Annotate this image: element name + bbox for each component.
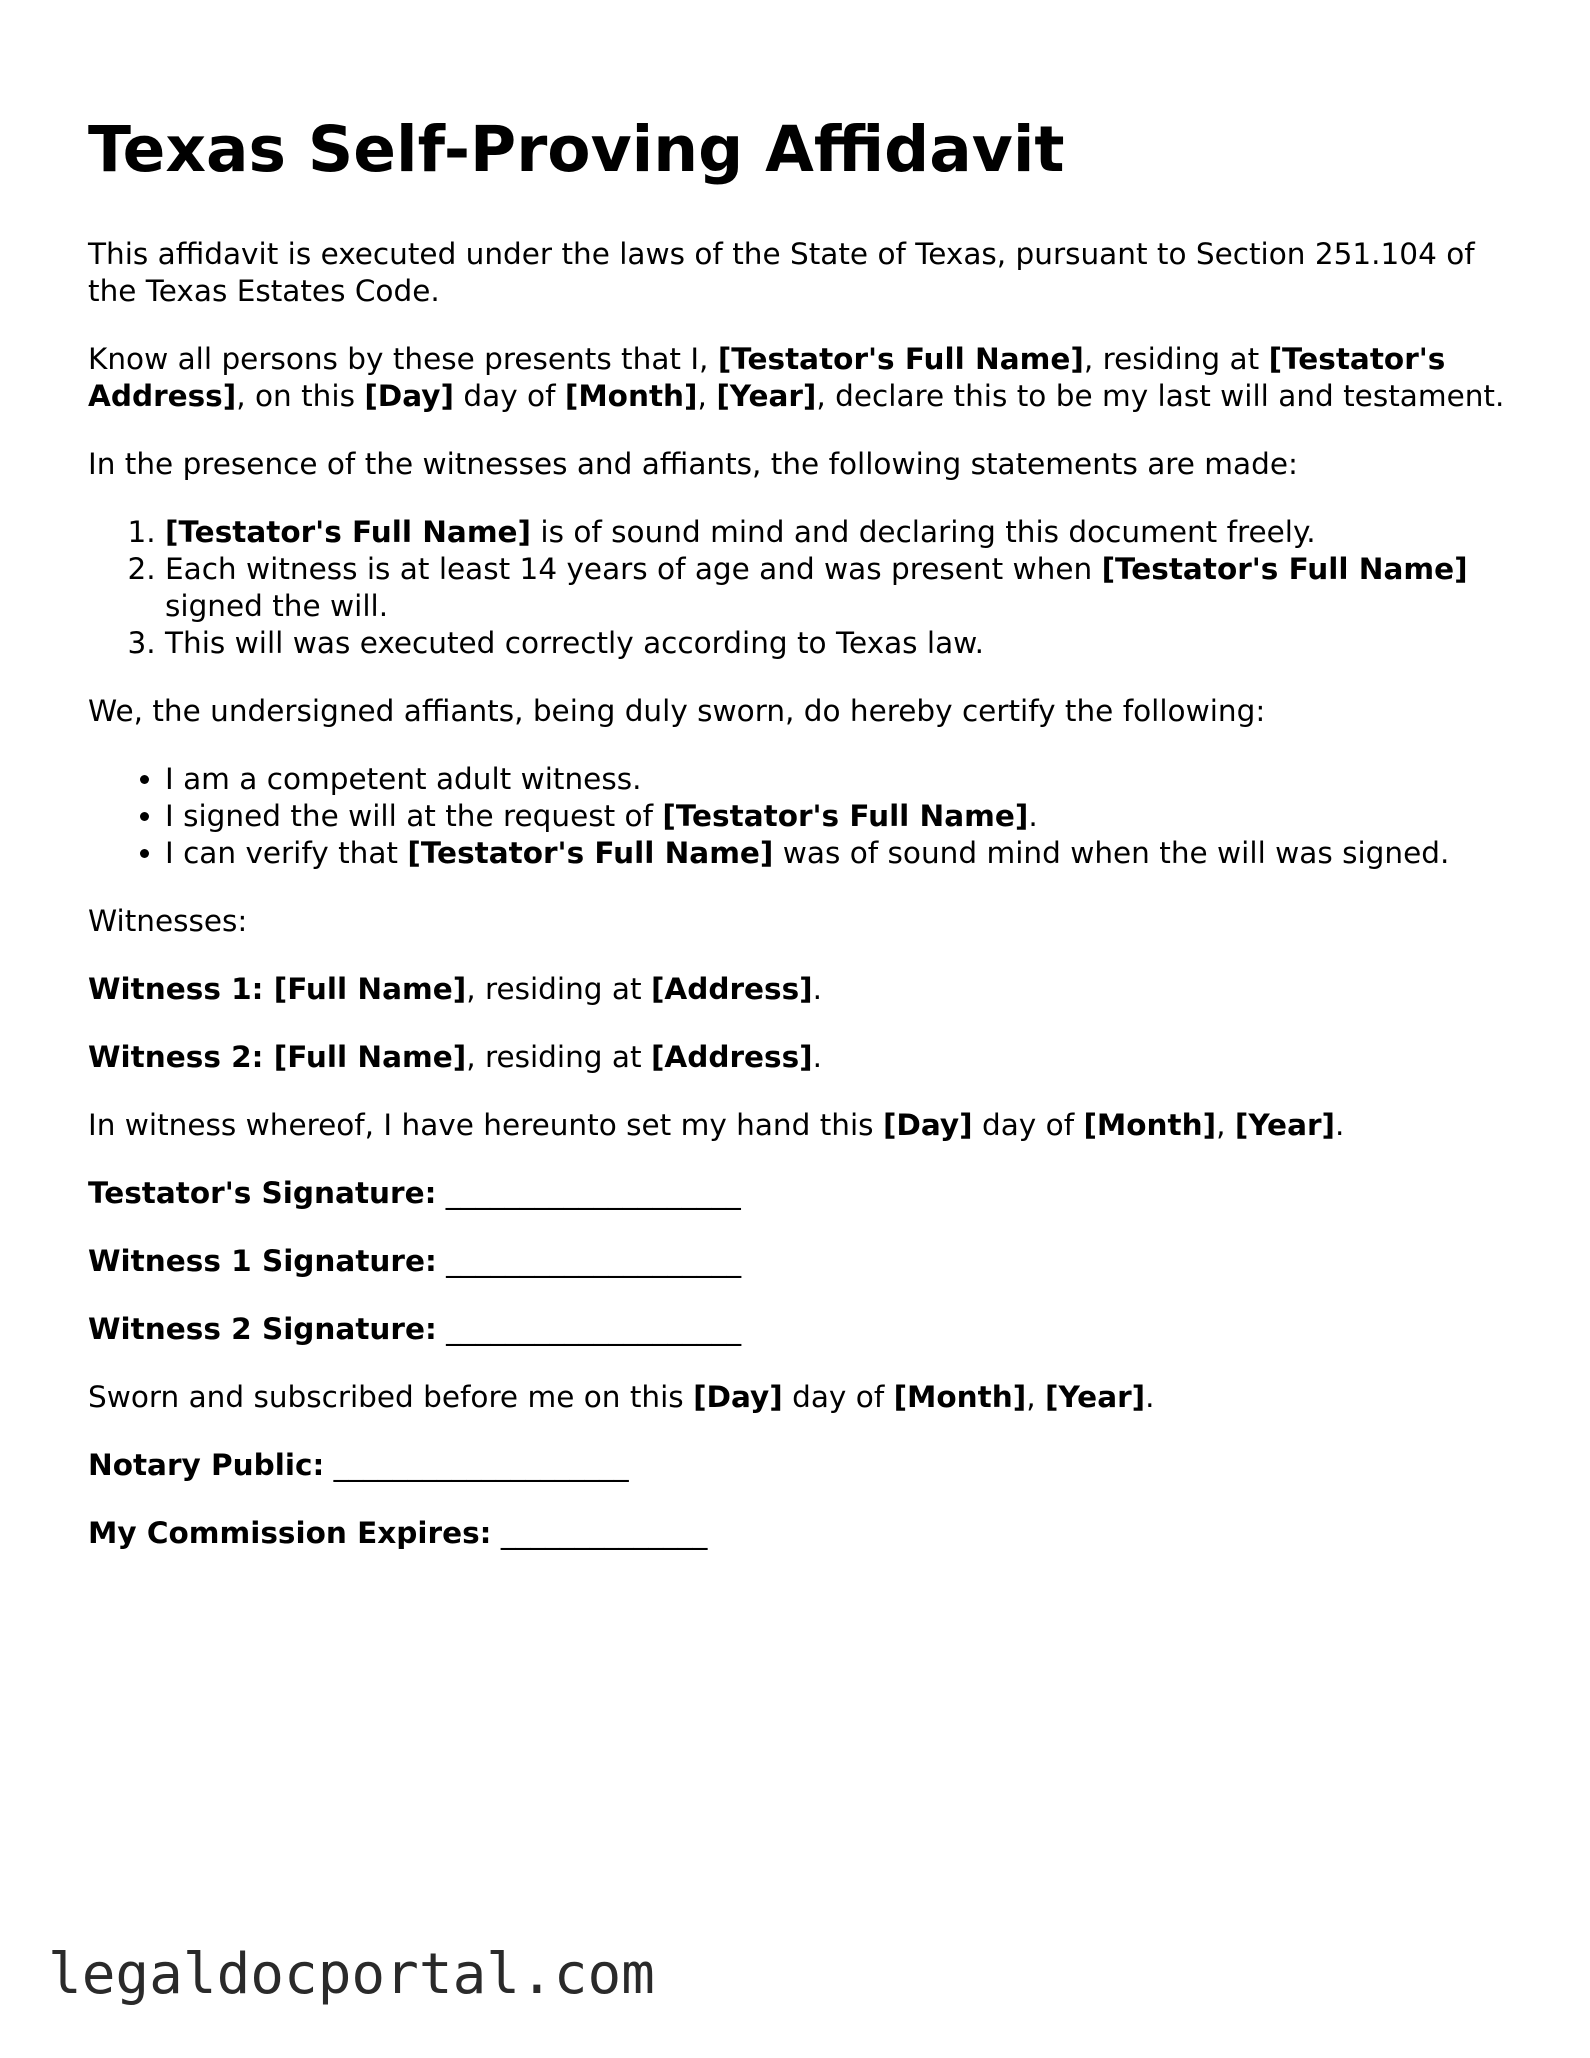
- testator-name-placeholder: [Testator's Full Name]: [662, 799, 1029, 833]
- know-all-text: Know all persons by these presents that I,: [88, 342, 718, 376]
- witness-1-address-placeholder: [Address]: [650, 972, 813, 1006]
- statement-item: [165, 625, 1508, 662]
- witness-2-text: , residing at: [466, 1040, 651, 1074]
- witness-2-label: Witness 2: [Full Name]: [88, 1040, 467, 1074]
- statement-text: signed the will.: [165, 589, 389, 623]
- witnesses-heading: Witnesses:: [88, 904, 248, 938]
- statement-item: [165, 514, 1508, 551]
- witness-2-line: [88, 1039, 1508, 1076]
- sworn-text: .: [1145, 1380, 1155, 1414]
- month-placeholder: [Month]: [1083, 1108, 1217, 1142]
- in-witness-text: day of: [972, 1108, 1084, 1142]
- witness-2-signature-label: Witness 2 Signature:: [88, 1312, 437, 1346]
- know-all-paragraph: [88, 341, 1508, 415]
- certification-text: I can verify that: [165, 836, 408, 870]
- witness-1-text: , residing at: [466, 972, 651, 1006]
- day-placeholder: [Day]: [693, 1380, 783, 1414]
- month-placeholder: [Month]: [893, 1380, 1027, 1414]
- testator-signature-blank: ____________________: [436, 1176, 741, 1210]
- certification-text: .: [1028, 799, 1038, 833]
- year-placeholder: [Year]: [1234, 1108, 1336, 1142]
- witness-1-signature-line: [88, 1243, 1508, 1280]
- day-placeholder: [Day]: [882, 1108, 973, 1142]
- know-all-text: day of: [454, 379, 565, 413]
- notary-blank: ____________________: [324, 1448, 629, 1482]
- witness-1-label: Witness 1: [Full Name]: [88, 972, 467, 1006]
- certifications-list: [88, 761, 1508, 872]
- in-witness-text: .: [1335, 1108, 1345, 1142]
- site-watermark: legaldocportal.com: [48, 1942, 655, 2007]
- know-all-text: , declare this to be my last will and testament.: [816, 379, 1505, 413]
- commission-line: [88, 1515, 1508, 1552]
- month-placeholder: [Month]: [564, 379, 698, 413]
- in-witness-text: ,: [1216, 1108, 1235, 1142]
- certification-item: [165, 835, 1508, 872]
- notary-line: [88, 1447, 1508, 1484]
- sworn-text: day of: [782, 1380, 894, 1414]
- witness-1-signature-label: Witness 1 Signature:: [88, 1244, 437, 1278]
- notary-label: Notary Public:: [88, 1448, 325, 1482]
- witness-1-text: .: [812, 972, 823, 1006]
- commission-blank: ______________: [491, 1516, 708, 1550]
- statement-text: Each witness is at least 14 years of age and was present when: [165, 552, 1102, 586]
- in-witness-paragraph: [88, 1107, 1508, 1144]
- statements-list: [88, 514, 1508, 662]
- certification-item: [165, 761, 1508, 798]
- certification-text: I signed the will at the request of: [165, 799, 663, 833]
- witness-2-address-placeholder: [Address]: [650, 1040, 813, 1074]
- intro-paragraph: This affidavit is executed under the laws of the State of Texas, pursuant to Section 251.104 of the Texas Estates Code.: [88, 237, 1475, 308]
- year-placeholder: [Year]: [1045, 1380, 1146, 1414]
- testator-name-placeholder: [Testator's Full Name]: [165, 515, 532, 549]
- testator-name-placeholder: [Testator's Full Name]: [1101, 552, 1468, 586]
- testator-signature-label: Testator's Signature:: [88, 1176, 437, 1210]
- in-witness-text: In witness whereof, I have hereunto set my hand this: [88, 1108, 883, 1142]
- know-all-text: , residing at: [1083, 342, 1269, 376]
- statement-text: This will was executed correctly according to Texas law.: [165, 626, 984, 660]
- testator-address-placeholder: [Testator's Address]: [88, 342, 1446, 413]
- know-all-text: , on this: [236, 379, 365, 413]
- statement-text: is of sound mind and declaring this document freely.: [531, 515, 1316, 549]
- witness-1-signature-blank: ____________________: [436, 1244, 742, 1278]
- certification-text: was of sound mind when the will was signed.: [773, 836, 1450, 870]
- certify-statement: We, the undersigned affiants, being duly sworn, do hereby certify the following:: [88, 694, 1266, 728]
- sworn-text: ,: [1026, 1380, 1046, 1414]
- certification-item: [165, 798, 1508, 835]
- know-all-text: ,: [697, 379, 717, 413]
- certification-text: I am a competent adult witness.: [165, 762, 642, 796]
- witness-2-text: .: [812, 1040, 823, 1074]
- witness-2-signature-line: [88, 1311, 1508, 1348]
- year-placeholder: [Year]: [716, 379, 817, 413]
- witness-2-signature-blank: ____________________: [436, 1312, 742, 1346]
- document-title: Texas Self-Proving Affidavit: [88, 113, 1065, 186]
- presence-statement: In the presence of the witnesses and affiants, the following statements are made:: [88, 447, 1298, 481]
- sworn-paragraph: [88, 1379, 1508, 1416]
- testator-signature-line: [88, 1175, 1508, 1212]
- testator-name-placeholder: [Testator's Full Name]: [717, 342, 1084, 376]
- witness-1-line: [88, 971, 1508, 1008]
- sworn-text: Sworn and subscribed before me on this: [88, 1380, 694, 1414]
- commission-label: My Commission Expires:: [88, 1516, 492, 1550]
- statement-item: [165, 551, 1508, 625]
- day-placeholder: [Day]: [364, 379, 455, 413]
- testator-name-placeholder: [Testator's Full Name]: [407, 836, 774, 870]
- affidavit-document: [88, 108, 1508, 1583]
